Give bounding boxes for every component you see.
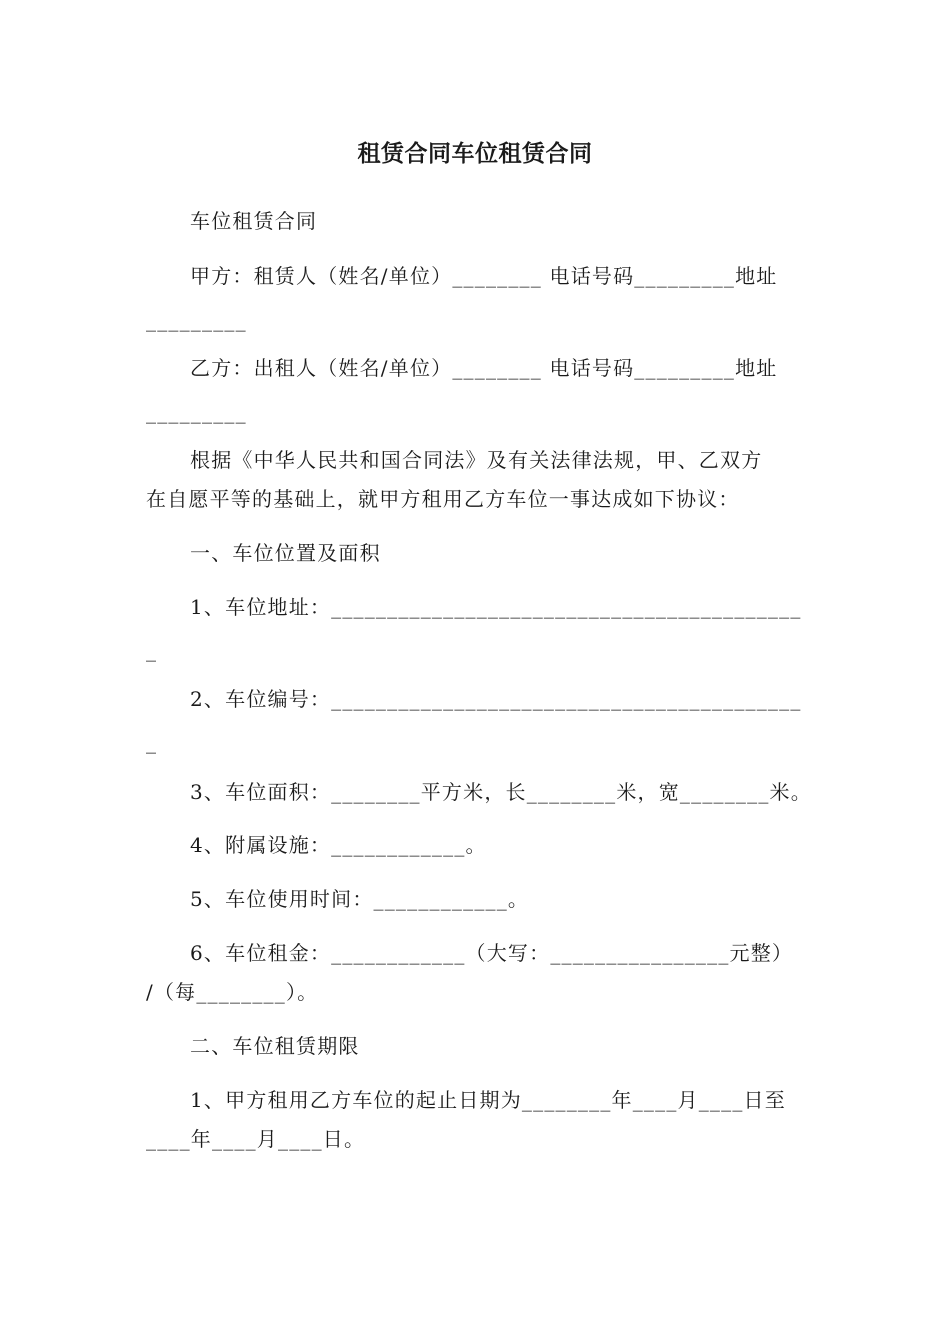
doc-line-section-1-heading: 一、车位位置及面积 bbox=[190, 541, 381, 565]
doc-line-usage-time: 5、车位使用时间：____________。 bbox=[190, 887, 530, 911]
doc-line-subtitle: 车位租赁合同 bbox=[190, 209, 318, 233]
doc-line-parking-area: 3、车位面积：________平方米，长________米，宽________米。 bbox=[190, 780, 812, 804]
doc-line-parking-number-cont: _ bbox=[146, 730, 158, 754]
doc-line-party-a: 甲方：租赁人（姓名/单位）________ 电话号码_________地址 bbox=[190, 264, 778, 288]
doc-line-preamble-1: 根据《中华人民共和国合同法》及有关法律法规，甲、乙双方 bbox=[190, 448, 763, 472]
doc-line-parking-number: 2、车位编号：__________________________________________ bbox=[190, 687, 802, 711]
doc-line-rent-cont: /（每________）。 bbox=[146, 980, 319, 1004]
doc-line-rent: 6、车位租金：____________（大写：________________元整） bbox=[190, 941, 794, 965]
document-title: 租赁合同车位租赁合同 bbox=[357, 141, 593, 167]
doc-line-lease-dates-cont: ____年____月____日。 bbox=[146, 1127, 366, 1151]
doc-line-party-b: 乙方：出租人（姓名/单位）________ 电话号码_________地址 bbox=[190, 356, 778, 380]
doc-line-facilities: 4、附属设施：____________。 bbox=[190, 833, 487, 857]
doc-line-parking-address: 1、车位地址：__________________________________________ bbox=[190, 595, 802, 619]
doc-line-party-b-address-blank: _________ bbox=[146, 400, 247, 424]
doc-line-lease-dates: 1、甲方租用乙方车位的起止日期为________年____月____日至 bbox=[190, 1088, 786, 1112]
doc-line-parking-address-cont: _ bbox=[146, 638, 158, 662]
doc-line-preamble-2: 在自愿平等的基础上，就甲方租用乙方车位一事达成如下协议： bbox=[146, 487, 740, 511]
doc-line-party-a-address-blank: _________ bbox=[146, 308, 247, 332]
doc-line-section-2-heading: 二、车位租赁期限 bbox=[190, 1034, 360, 1058]
